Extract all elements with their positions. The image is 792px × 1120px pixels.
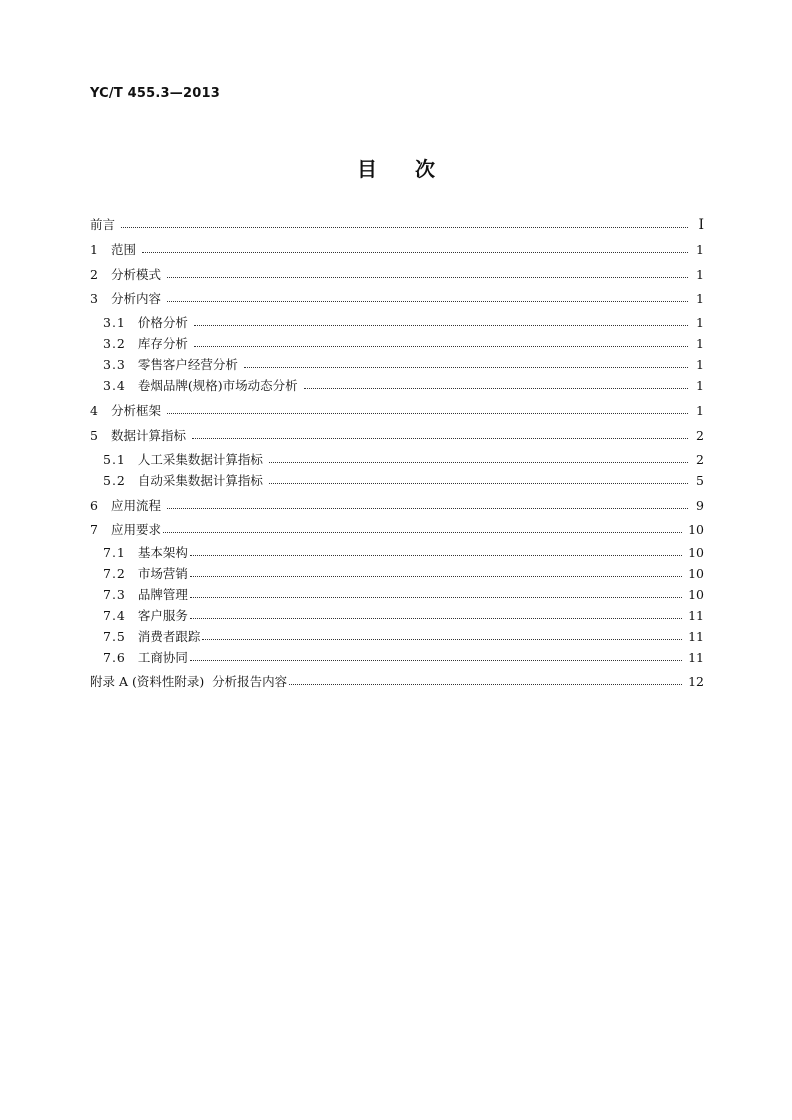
toc-entry-3-1[interactable] — [103, 313, 704, 333]
dot-leader — [167, 412, 688, 414]
dot-leader — [269, 461, 688, 463]
toc-entry-label: 工商协同 — [137, 650, 188, 665]
toc-entry-number: 7.2 — [103, 566, 126, 581]
toc-entry-number: 1 — [90, 242, 99, 257]
toc-entry-number: 7 — [90, 522, 99, 537]
toc-entry-page: 12 — [688, 674, 704, 689]
toc-entry-7-3[interactable] — [103, 585, 704, 605]
toc-entry-label: 数据计算指标 — [110, 428, 186, 443]
dot-leader — [163, 531, 682, 533]
dot-leader — [121, 226, 688, 228]
toc-entry-label: 市场营销 — [137, 566, 188, 581]
toc-entry-page: 1 — [696, 267, 704, 282]
toc-entry-page: Ⅰ — [698, 217, 704, 233]
toc-entry-label: 附录 A (资料性附录) 分析报告内容 — [90, 674, 288, 689]
dot-leader — [194, 345, 688, 347]
dot-leader — [190, 596, 682, 598]
toc-entry-number: 7.6 — [103, 650, 126, 665]
toc-entry-label: 零售客户经营分析 — [137, 357, 238, 372]
toc-entry-page: 11 — [688, 608, 704, 623]
toc-entry-2[interactable] — [90, 265, 704, 285]
dot-leader — [202, 638, 682, 640]
toc-entry-page: 11 — [688, 650, 704, 665]
dot-leader — [304, 387, 688, 389]
toc-entry-page: 5 — [696, 473, 704, 488]
toc-entry-number: 3.2 — [103, 336, 126, 351]
dot-leader — [244, 366, 688, 368]
toc-entry-label: 价格分析 — [137, 315, 188, 330]
toc-entry-label: 人工采集数据计算指标 — [137, 452, 263, 467]
toc-entry-number: 5.1 — [103, 452, 126, 467]
toc-entry-foreword[interactable] — [90, 215, 704, 235]
toc-entry-number: 7.4 — [103, 608, 126, 623]
toc-entry-label: 基本架构 — [137, 545, 188, 560]
toc-entry-label: 库存分析 — [137, 336, 188, 351]
toc-entry-label: 分析模式 — [110, 267, 161, 282]
toc-entry-label: 分析框架 — [110, 403, 161, 418]
toc-entry-number: 3 — [90, 291, 99, 306]
dot-leader — [167, 507, 688, 509]
toc-entry-number: 2 — [90, 267, 99, 282]
toc-entry-label: 品牌管理 — [137, 587, 188, 602]
toc-entry-page: 10 — [688, 522, 704, 537]
dot-leader — [192, 437, 688, 439]
toc-entry-number: 5.2 — [103, 473, 126, 488]
toc-entry-number: 3.4 — [103, 378, 126, 393]
dot-leader — [142, 251, 688, 253]
toc-entry-page: 2 — [696, 428, 704, 443]
toc-entry-number: 4 — [90, 403, 99, 418]
toc-entry-page: 10 — [688, 587, 704, 602]
toc-entry-5-2[interactable] — [103, 471, 704, 491]
toc-entry-7-6[interactable] — [103, 648, 704, 668]
dot-leader — [194, 324, 688, 326]
toc-entry-page: 1 — [696, 378, 704, 393]
toc-entry-appendix-a[interactable] — [90, 672, 704, 692]
toc-entry-5[interactable] — [90, 426, 704, 446]
toc-entry-7-2[interactable] — [103, 564, 704, 584]
toc-entry-page: 1 — [696, 403, 704, 418]
toc-entry-5-1[interactable] — [103, 450, 704, 470]
toc-entry-3[interactable] — [90, 289, 704, 309]
toc-entry-label: 范围 — [110, 242, 136, 257]
toc-entry-number: 3.3 — [103, 357, 126, 372]
toc-entry-label: 卷烟品牌(规格)市场动态分析 — [137, 378, 298, 393]
toc-entry-page: 1 — [696, 315, 704, 330]
toc-entry-1[interactable] — [90, 240, 704, 260]
dot-leader — [289, 683, 682, 685]
toc-entry-3-2[interactable] — [103, 334, 704, 354]
toc-entry-label: 应用流程 — [110, 498, 161, 513]
toc-entry-page: 1 — [696, 242, 704, 257]
toc-entry-page: 10 — [688, 566, 704, 581]
toc-entry-label: 消费者跟踪 — [137, 629, 201, 644]
toc-entry-page: 11 — [688, 629, 704, 644]
toc-entry-3-4[interactable] — [103, 376, 704, 396]
dot-leader — [190, 659, 682, 661]
toc-entry-number: 5 — [90, 428, 99, 443]
toc-entry-7-1[interactable] — [103, 543, 704, 563]
dot-leader — [167, 276, 688, 278]
toc-entry-label: 客户服务 — [137, 608, 188, 623]
dot-leader — [190, 617, 682, 619]
toc-entry-4[interactable] — [90, 401, 704, 421]
toc-entry-number: 6 — [90, 498, 99, 513]
dot-leader — [190, 575, 682, 577]
toc-entry-number: 7.3 — [103, 587, 126, 602]
dot-leader — [190, 554, 682, 556]
dot-leader — [269, 482, 688, 484]
toc-entry-3-3[interactable] — [103, 355, 704, 375]
toc-entry-number: 7.5 — [103, 629, 126, 644]
toc-entry-label: 应用要求 — [110, 522, 161, 537]
toc-title: 目次 — [357, 157, 473, 181]
toc-entry-page: 10 — [688, 545, 704, 560]
toc-entry-number: 7.1 — [103, 545, 126, 560]
toc-entry-page: 9 — [696, 498, 704, 513]
toc-entry-page: 1 — [696, 336, 704, 351]
toc-entry-number: 3.1 — [103, 315, 126, 330]
toc-entry-page: 2 — [696, 452, 704, 467]
toc-entry-label: 前言 — [90, 217, 116, 232]
standard-code: YC/T 455.3—2013 — [90, 86, 220, 101]
toc-entry-label: 自动采集数据计算指标 — [137, 473, 263, 488]
toc-entry-7[interactable] — [90, 520, 704, 540]
toc-entry-7-5[interactable] — [103, 627, 704, 647]
toc-entry-page: 1 — [696, 291, 704, 306]
toc-entry-6[interactable] — [90, 496, 704, 516]
dot-leader — [167, 300, 688, 302]
toc-entry-page: 1 — [696, 357, 704, 372]
toc-entry-7-4[interactable] — [103, 606, 704, 626]
toc-entry-label: 分析内容 — [110, 291, 161, 306]
